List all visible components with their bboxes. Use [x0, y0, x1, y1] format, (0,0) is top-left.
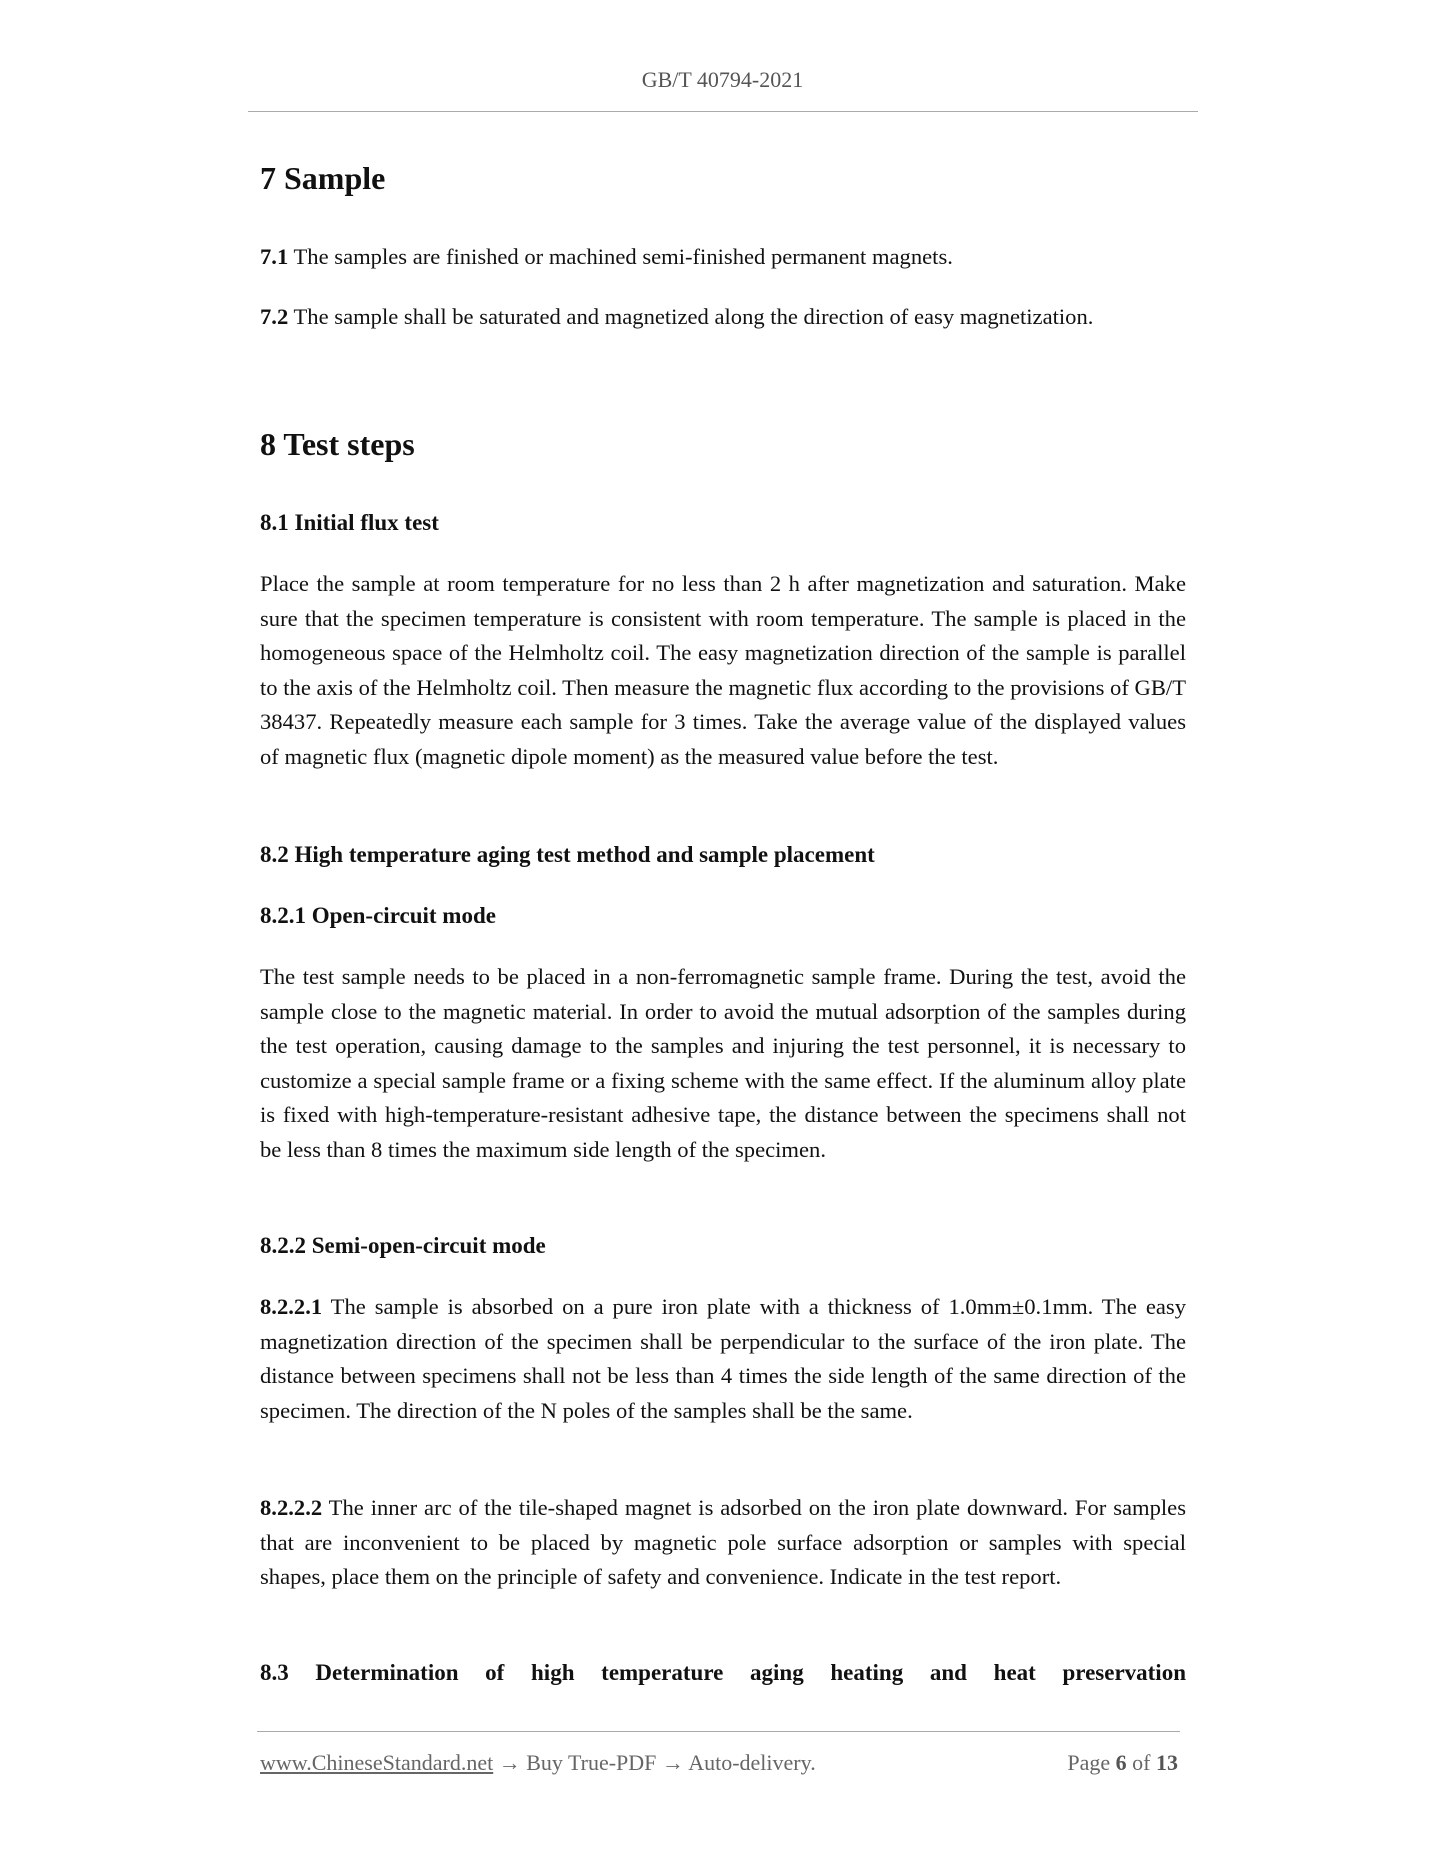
arrow-right-icon: → [661, 1750, 684, 1775]
section-8-2-1-paragraph: The test sample needs to be placed in a non-ferromagnetic sample frame. During the test, avoid the sample close to the magnetic material. In order to avoid the mutual adsorption of the samples during the test operation, causing damage to the samples and injuring the test personnel, it is necessary to customize a special sample frame or a fixing scheme with the same effect. If the aluminum alloy plate is fixed with high-temperature-resistant adhesive tape, the distance between the specimens shall not be less than 8 times the maximum side length of the specimen. [260, 964, 1186, 1162]
clause-number: 8.2.2.1 [260, 1294, 323, 1319]
section-8-1-heading: 8.1 Initial flux test [260, 510, 439, 535]
clause-text: The inner arc of the tile-shaped magnet is adsorbed on the iron plate downward. For samples that are inconvenient to be placed by magnetic pole surface adsorption or samples with special shapes, place them on the principle of safety and convenience. Indicate in the test report. [260, 1495, 1186, 1590]
page-footer [260, 1750, 1178, 1776]
clause-8-2-2-2 [260, 1491, 1186, 1595]
clause-text: The sample shall be saturated and magnetized along the direction of easy magnetization. [293, 304, 1094, 329]
total-pages: 13 [1156, 1750, 1178, 1775]
section-8-2-1-heading: 8.2.1 Open-circuit mode [260, 903, 496, 928]
clause-number: 7.1 [260, 244, 289, 269]
section-8-1-paragraph: Place the sample at room temperature for no less than 2 h after magnetization and saturation. Make sure that the specimen temperature is consistent with room temperature. The sample is placed in the homogeneous space of the Helmholtz coil. The easy magnetization direction of the sample is parallel to the axis of the Helmholtz coil. Then measure the magnetic flux according to the provisions of GB/T 38437. Repeatedly measure each sample for 3 times. Take the average value of the displayed values of magnetic flux (magnetic dipole moment) as the measured value before the test. [260, 571, 1186, 769]
section-8-2-heading: 8.2 High temperature aging test method and sample placement [260, 842, 875, 867]
section-8-heading: 8 Test steps [260, 426, 415, 462]
website-link[interactable]: www.ChineseStandard.net [260, 1750, 494, 1775]
clause-number: 8.2.2.2 [260, 1495, 323, 1520]
section-8-3-heading: 8.3 Determination of high temperature aging heating and heat preservation [260, 1660, 1186, 1685]
header-divider [248, 111, 1198, 112]
page-indicator [1067, 1750, 1178, 1776]
clause-7-2 [260, 300, 1186, 335]
current-page: 6 [1115, 1750, 1127, 1775]
section-7-heading: 7 Sample [260, 160, 386, 196]
clause-text: The sample is absorbed on a pure iron plate with a thickness of 1.0mm±0.1mm. The easy magnetization direction of the specimen shall be perpendicular to the surface of the iron plate. The distance between specimens shall not be less than 4 times the side length of the same direction of the specimen. The direction of the N poles of the samples shall be the same. [260, 1294, 1186, 1423]
clause-7-1 [260, 240, 1186, 275]
section-8-2-2-heading: 8.2.2 Semi-open-circuit mode [260, 1233, 546, 1258]
clause-text: The samples are finished or machined semi-finished permanent magnets. [293, 244, 953, 269]
buy-text: Buy True-PDF [526, 1750, 657, 1775]
of-label: of [1132, 1750, 1151, 1775]
page-label: Page [1067, 1750, 1111, 1775]
clause-number: 7.2 [260, 304, 289, 329]
footer-divider [257, 1731, 1180, 1732]
delivery-text: Auto-delivery. [688, 1750, 816, 1775]
arrow-right-icon: → [498, 1750, 521, 1775]
document-header-id: GB/T 40794-2021 [641, 67, 804, 92]
footer-promo [260, 1750, 816, 1776]
clause-8-2-2-1 [260, 1290, 1186, 1428]
